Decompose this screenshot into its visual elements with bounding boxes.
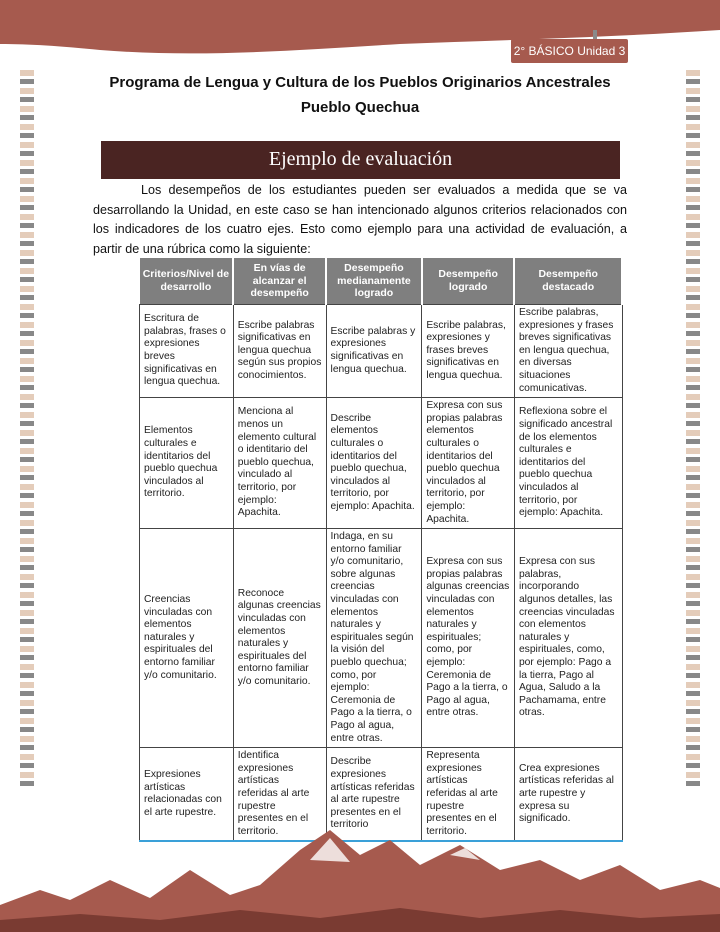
header-cell: En vías de alcanzar el desempeño	[233, 258, 326, 305]
intro-paragraph: Los desempeños de los estudiantes pueden ser evaluados a medida que se va desarrollando la Unidad, en este caso se han intencionado algunos criterios relacionados con los indicadores de los cuatro ejes. Esto como ejemplo para una actividad de evaluación, a partir de una rúbrica como la siguiente:	[93, 183, 627, 256]
header-cell: Desempeño medianamente logrado	[326, 258, 422, 305]
level-cell: Expresa con sus propias palabras algunas creencias vinculadas con elementos naturales y espirituales; como, por ejemplo: Ceremonia de Pago a la tierra, o Pago al agua, entre otras.	[422, 529, 515, 748]
level-cell: Identifica expresiones artísticas referidas al arte rupestre presentes en el territorio.	[233, 748, 326, 842]
level-cell: Reflexiona sobre el significado ancestral de los elementos culturales e identitarios del pueblo quechua vinculados al territorio, por ejemplo: Apachita.	[514, 398, 622, 529]
people-title: Pueblo Quechua	[300, 99, 420, 116]
section-banner: Ejemplo de evaluación	[101, 141, 620, 179]
landscape-footer-illustration	[0, 810, 720, 932]
right-pattern-border	[686, 70, 700, 790]
table-row	[140, 305, 623, 398]
criterion-cell: Creencias vinculadas con elementos naturales y espirituales del entorno familiar y/o comunitario.	[140, 529, 234, 748]
rubric-table	[139, 258, 623, 842]
level-cell: Escribe palabras, expresiones y frases breves significativas en lengua quechua, en diversas situaciones comunicativas.	[514, 305, 622, 398]
criterion-cell: Expresiones artísticas relacionadas con el arte rupestre.	[140, 748, 234, 842]
level-cell: Escribe palabras significativas en lengua quechua según sus propios conocimientos.	[233, 305, 326, 398]
level-cell: Escribe palabras y expresiones significativas en lengua quechua.	[326, 305, 422, 398]
header-cell: Criterios/Nivel de desarrollo	[140, 258, 234, 305]
grade-unit-badge: 2° BÁSICO Unidad 3	[511, 39, 628, 63]
level-cell: Escribe palabras, expresiones y frases breves significativas en lengua quechua.	[422, 305, 515, 398]
header-cell: Desempeño destacado	[514, 258, 622, 305]
level-cell: Crea expresiones artísticas referidas al arte rupestre y expresa su significado.	[514, 748, 622, 842]
level-cell: Menciona al menos un elemento cultural o identitario del pueblo quechua, vinculado al territorio, por ejemplo: Apachita.	[233, 398, 326, 529]
level-cell: Expresa con sus propias palabras elementos culturales o identitarios del pueblo quechua vinculados al territorio, por ejemplo: Apachita.	[422, 398, 515, 529]
header-cell: Desempeño logrado	[422, 258, 515, 305]
criterion-cell: Elementos culturales e identitarios del pueblo quechua vinculados al territorio.	[140, 398, 234, 529]
level-cell: Reconoce algunas creencias vinculadas con elementos naturales y espirituales del entorno familiar y/o comunitario.	[233, 529, 326, 748]
level-cell: Describe expresiones artísticas referidas al arte rupestre presentes en el territorio	[326, 748, 422, 842]
rubric-header-row	[140, 258, 623, 305]
level-cell: Expresa con sus palabras, incorporando algunos detalles, las creencias vinculadas con elementos naturales y espirituales, como, por ejemplo: Pago a la tierra, Pago al Agua, Saludo a la Pachamama, entre otras.	[514, 529, 622, 748]
left-pattern-border	[20, 70, 34, 790]
level-cell: Describe elementos culturales o identitarios del pueblo quechua, vinculados al territorio, por ejemplo: Apachita.	[326, 398, 422, 529]
level-cell: Representa expresiones artísticas referidas al arte rupestre presentes en el territorio.	[422, 748, 515, 842]
table-row	[140, 529, 623, 748]
table-row	[140, 398, 623, 529]
criterion-cell: Escritura de palabras, frases o expresiones breves significativas en lengua quechua.	[140, 305, 234, 398]
program-title: Programa de Lengua y Cultura de los Pueblos Originarios Ancestrales	[109, 74, 611, 91]
level-cell: Indaga, en su entorno familiar y/o comunitario, sobre algunas creencias vinculadas con elementos naturales y espirituales según la visión del pueblo quechua; como, por ejemplo: Ceremonia de Pago a la tierra, o Pago al agua, entre otras.	[326, 529, 422, 748]
